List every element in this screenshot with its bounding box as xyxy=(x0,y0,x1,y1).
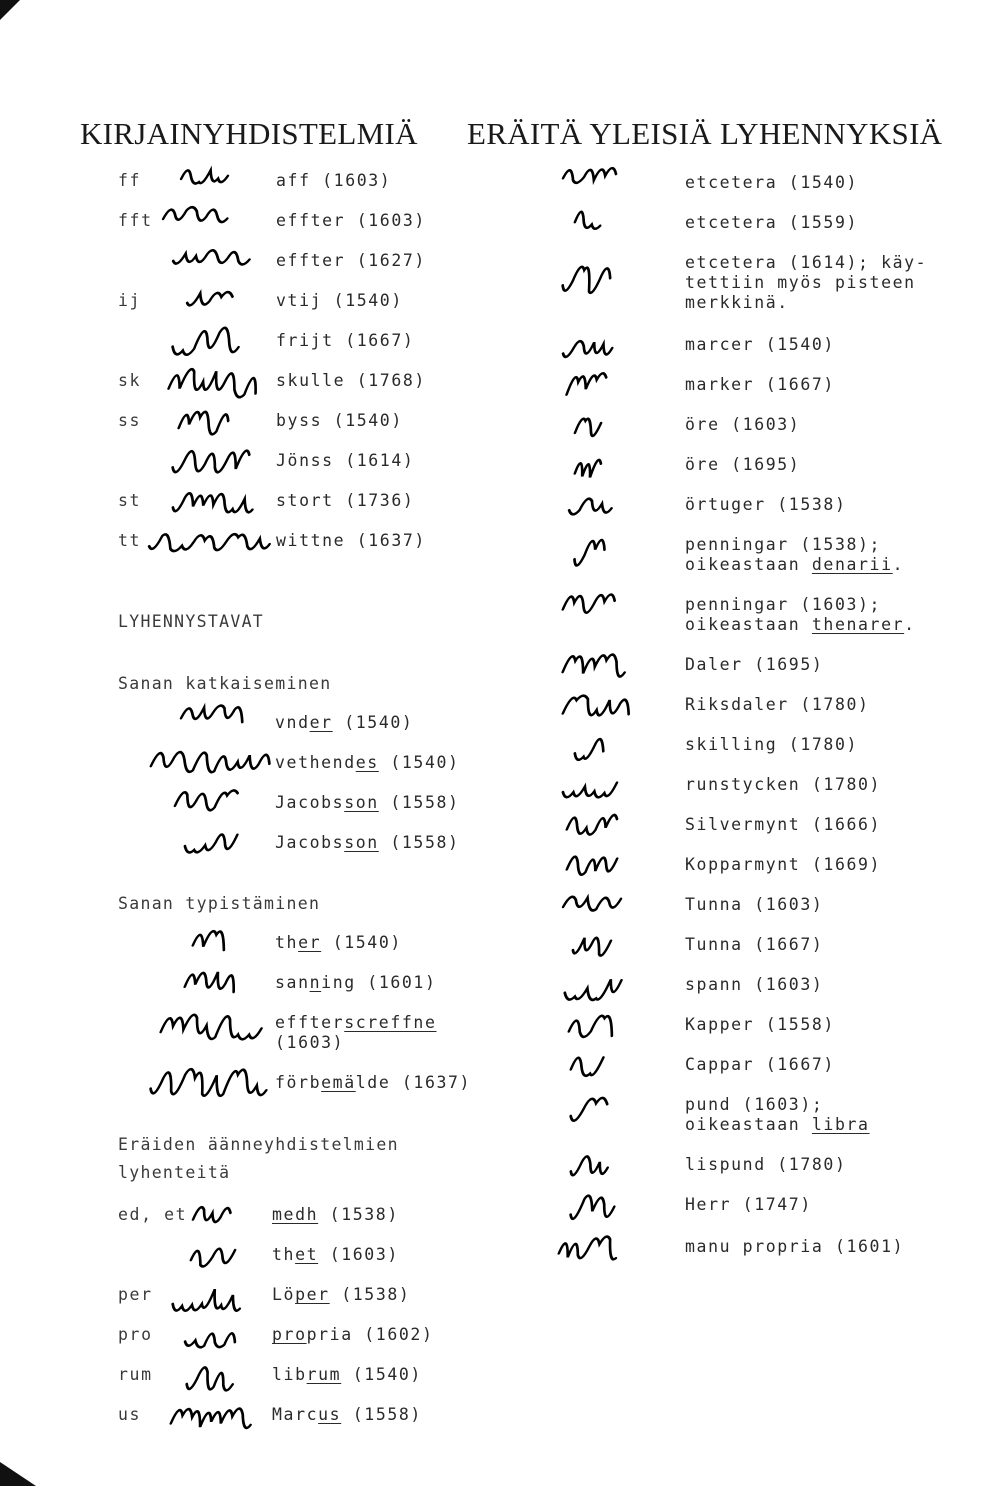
handwriting-stroke xyxy=(159,202,233,228)
handwriting-glyph xyxy=(189,1200,235,1230)
handwriting-glyph xyxy=(180,824,241,858)
entry-text-part: byss (1540) xyxy=(276,411,403,430)
entry-text xyxy=(276,531,426,551)
entry-text-part: lde (1637) xyxy=(355,1073,472,1092)
handwriting-path xyxy=(171,1289,244,1311)
handwriting-glyph xyxy=(562,846,622,882)
entry-text xyxy=(276,451,414,471)
handwriting-glyph xyxy=(177,162,233,188)
entry-text-part: aff (1603) xyxy=(276,171,392,190)
handwriting-glyph xyxy=(181,1322,241,1352)
entry-text-part: (1538) xyxy=(318,1205,399,1224)
letter-combination-label: ss xyxy=(118,411,142,430)
entry-text-part: effter (1603) xyxy=(276,211,426,230)
handwriting-glyph xyxy=(186,1238,239,1272)
handwriting-path xyxy=(574,212,604,229)
handwriting-stroke xyxy=(566,1090,613,1130)
handwriting-path xyxy=(562,594,616,612)
handwriting-path xyxy=(170,1409,254,1428)
handwriting-stroke xyxy=(168,484,260,520)
handwriting-glyph xyxy=(571,412,606,444)
handwriting-glyph xyxy=(566,1090,613,1130)
entry-text xyxy=(272,1365,422,1385)
entry-text-part: Silvermynt (1666) xyxy=(685,815,882,834)
handwriting-stroke xyxy=(570,450,606,486)
entry-text-part: pria (1602) xyxy=(306,1325,434,1344)
handwriting-path xyxy=(570,1156,610,1175)
entry-text-part: örtuger (1538) xyxy=(685,495,847,514)
entry-text-part: stort (1736) xyxy=(276,491,415,510)
underlined-letters: libra xyxy=(811,1115,870,1134)
handwriting-stroke xyxy=(166,1400,258,1436)
underlined-letters: pro xyxy=(272,1325,307,1344)
entry-text xyxy=(685,253,955,313)
entry-text xyxy=(685,415,955,435)
handwriting-glyph xyxy=(570,450,606,486)
handwriting-path xyxy=(561,267,613,293)
handwriting-stroke xyxy=(156,1006,269,1046)
entry-text xyxy=(276,291,403,311)
handwriting-stroke xyxy=(167,318,246,362)
entry-text xyxy=(685,213,955,233)
entry-text-part: lispund (1780) xyxy=(685,1155,847,1174)
entry-text-part: förb xyxy=(275,1073,322,1092)
entry-text xyxy=(685,535,955,575)
handwriting-path xyxy=(562,897,621,911)
letter-combination-label: fft xyxy=(118,211,153,230)
entry-text-part: öre (1695) xyxy=(685,455,801,474)
subsection-title: lyhenteitä xyxy=(118,1163,231,1182)
handwriting-glyph xyxy=(168,484,260,520)
heading-common-abbreviations: ERÄITÄ YLEISIÄ LYHENNYKSIÄ xyxy=(467,116,943,151)
handwriting-stroke xyxy=(163,360,264,404)
letter-combination-label: ij xyxy=(118,291,142,310)
handwriting-stroke xyxy=(189,1200,235,1230)
handwriting-glyph xyxy=(554,1230,624,1266)
handwriting-glyph xyxy=(559,334,617,364)
handwriting-stroke xyxy=(145,528,275,556)
entry-text xyxy=(685,455,955,475)
handwriting-glyph xyxy=(166,1400,258,1436)
handwriting-glyph xyxy=(145,1060,274,1104)
entry-text-part: pund (1603); oikeastaan xyxy=(685,1095,824,1134)
handwriting-path xyxy=(167,369,261,397)
handwriting-path xyxy=(171,328,243,355)
entry-text xyxy=(685,1195,955,1215)
underlined-letters: screffne xyxy=(344,1013,437,1032)
handwriting-glyph xyxy=(568,928,615,962)
entry-text-part: lib xyxy=(272,1365,307,1384)
handwriting-path xyxy=(187,292,234,305)
entry-text-part: (1540) xyxy=(321,933,402,952)
handwriting-path xyxy=(185,1367,236,1390)
entry-text-part: manu propria (1601) xyxy=(685,1237,905,1256)
handwriting-stroke xyxy=(554,1230,624,1266)
handwriting-stroke xyxy=(180,824,241,858)
entry-text xyxy=(685,173,955,193)
heading-letter-combinations: KIRJAINYHDISTELMIÄ xyxy=(80,116,418,151)
handwriting-glyph xyxy=(558,258,617,300)
entry-text xyxy=(685,895,955,915)
entry-text-part: Jönss (1614) xyxy=(276,451,415,470)
handwriting-stroke xyxy=(181,1322,241,1352)
handwriting-glyph xyxy=(561,366,610,410)
entry-text-part: effter xyxy=(275,1013,345,1032)
entry-text xyxy=(685,935,955,955)
underlined-letters: rum xyxy=(306,1365,342,1384)
entry-text xyxy=(275,793,460,813)
sound-group-label: ed, et xyxy=(118,1205,188,1224)
handwriting-stroke xyxy=(566,1148,614,1184)
handwriting-stroke xyxy=(177,700,249,728)
handwriting-glyph xyxy=(163,360,264,404)
handwriting-path xyxy=(184,1333,237,1347)
entry-text-part: (1558) xyxy=(378,833,460,852)
handwriting-stroke xyxy=(568,928,615,962)
handwriting-stroke xyxy=(558,690,636,726)
entry-text-part: Kopparmynt (1669) xyxy=(685,855,882,874)
handwriting-path xyxy=(172,250,251,264)
handwriting-glyph xyxy=(569,528,611,576)
handwriting-glyph xyxy=(558,690,636,726)
subsection-title: Eräiden äänneyhdistelmien xyxy=(118,1135,399,1154)
entry-text xyxy=(685,335,955,355)
underlined-letters: denarii xyxy=(811,555,893,574)
entry-text-part: Tunna (1667) xyxy=(685,935,824,954)
entry-text xyxy=(685,975,955,995)
entry-text xyxy=(685,1015,955,1035)
handwriting-path xyxy=(573,540,606,565)
handwriting-stroke xyxy=(558,258,617,300)
entry-text xyxy=(275,713,413,733)
underlined-letters: medh xyxy=(272,1205,319,1224)
entry-text-part: san xyxy=(275,973,310,992)
sound-group-label: rum xyxy=(118,1365,153,1384)
handwriting-stroke xyxy=(171,785,242,817)
handwriting-glyph xyxy=(183,286,237,312)
handwriting-path xyxy=(150,752,272,772)
entry-text-part: Tunna (1603) xyxy=(685,895,824,914)
sound-group-label: per xyxy=(118,1285,153,1304)
entry-text-part: ing (1601) xyxy=(321,973,437,992)
handwriting-stroke xyxy=(562,806,622,842)
entry-text-part: (1558) xyxy=(378,793,460,812)
section-title: LYHENNYSTAVAT xyxy=(118,612,265,631)
sound-group-label: pro xyxy=(118,1325,153,1344)
handwriting-path xyxy=(148,534,272,551)
entry-text xyxy=(275,973,437,993)
handwriting-glyph xyxy=(171,785,242,817)
handwriting-path xyxy=(567,373,608,394)
subsection-title: Sanan katkaiseminen xyxy=(118,674,332,693)
entry-text-part: öre (1603) xyxy=(685,415,801,434)
subsection-title: Sanan typistäminen xyxy=(118,894,321,913)
underlined-letters: es xyxy=(355,753,379,772)
handwriting-path xyxy=(570,1098,609,1121)
entry-text-part: (1603) xyxy=(275,1033,345,1052)
handwriting-glyph xyxy=(566,1148,614,1184)
handwriting-path xyxy=(562,696,632,716)
underlined-letters: son xyxy=(344,833,379,852)
letter-combination-label: sk xyxy=(118,371,142,390)
entry-text xyxy=(276,251,426,271)
entry-text-part: Cappar (1667) xyxy=(685,1055,835,1074)
handwriting-path xyxy=(570,1058,604,1076)
entry-text xyxy=(275,933,402,953)
entry-text-part: vnd xyxy=(275,713,310,732)
handwriting-stroke xyxy=(569,528,611,576)
handwriting-glyph xyxy=(570,730,610,766)
handwriting-path xyxy=(566,857,618,875)
handwriting-path xyxy=(562,783,617,798)
entry-text xyxy=(275,1013,436,1053)
entry-text-part: th xyxy=(275,933,299,952)
handwriting-path xyxy=(574,460,602,477)
underlined-letters: thenarer xyxy=(811,615,905,634)
handwriting-path xyxy=(562,168,617,183)
entry-text-part: marker (1667) xyxy=(685,375,835,394)
entry-text-part: vtij (1540) xyxy=(276,291,403,310)
handwriting-stroke xyxy=(180,962,242,1000)
entry-text xyxy=(685,1095,955,1135)
underlined-letters: emä xyxy=(321,1073,356,1092)
entry-text xyxy=(272,1205,399,1225)
underlined-letters: per xyxy=(295,1285,330,1304)
entry-text xyxy=(685,1155,955,1175)
entry-text-part: Daler (1695) xyxy=(685,655,824,674)
handwriting-glyph xyxy=(559,890,625,916)
handwriting-path xyxy=(563,979,621,1000)
handwriting-path xyxy=(558,1237,621,1260)
entry-text xyxy=(685,595,955,635)
handwriting-stroke xyxy=(188,922,232,958)
handwriting-stroke xyxy=(186,1238,239,1272)
entry-text xyxy=(685,1055,955,1075)
handwriting-glyph xyxy=(156,1006,269,1046)
handwriting-glyph xyxy=(177,700,249,728)
underlined-letters: son xyxy=(344,793,379,812)
entry-text-part: spann (1603) xyxy=(685,975,824,994)
handwriting-stroke xyxy=(558,646,633,686)
handwriting-glyph xyxy=(180,962,242,1000)
handwriting-path xyxy=(193,1207,232,1222)
handwriting-stroke xyxy=(565,492,617,520)
handwriting-path xyxy=(184,972,238,992)
entry-text xyxy=(685,375,955,395)
entry-text-part: (1603) xyxy=(318,1245,399,1264)
entry-text xyxy=(276,491,414,511)
entry-text-part: runstycken (1780) xyxy=(685,775,882,794)
handwriting-stroke xyxy=(558,586,620,622)
underlined-letters: er xyxy=(298,933,322,952)
entry-text xyxy=(276,211,426,231)
underlined-letters: er xyxy=(309,713,333,732)
handwriting-path xyxy=(159,1015,264,1040)
entry-text xyxy=(276,331,414,351)
handwriting-stroke xyxy=(570,730,610,766)
underlined-letters: n xyxy=(309,973,322,992)
handwriting-glyph xyxy=(182,1358,241,1398)
entry-text xyxy=(685,775,955,795)
handwriting-path xyxy=(177,412,230,434)
entry-text-part: etcetera (1614); käy- tettiin myös pisteen merkkinä. xyxy=(685,253,928,312)
handwriting-glyph xyxy=(558,646,633,686)
entry-text-part: vethend xyxy=(275,753,356,772)
entry-text-part: penningar (1603); oikeastaan xyxy=(685,595,882,634)
entry-text-part: Marc xyxy=(272,1405,319,1424)
handwriting-glyph xyxy=(565,1186,620,1230)
entry-text xyxy=(685,1237,955,1257)
handwriting-path xyxy=(190,1249,236,1267)
handwriting-glyph xyxy=(169,244,255,270)
entry-text-part: wittne (1637) xyxy=(276,531,426,550)
handwriting-stroke xyxy=(182,1358,241,1398)
handwriting-stroke xyxy=(174,402,235,442)
entry-text xyxy=(272,1245,399,1265)
entry-text-part: etcetera (1540) xyxy=(685,173,859,192)
sound-group-label: us xyxy=(118,1405,142,1424)
entry-text-part: Jacobs xyxy=(275,833,345,852)
entry-text-part: Jacobs xyxy=(275,793,345,812)
entry-text xyxy=(275,833,460,853)
handwriting-glyph xyxy=(558,770,621,804)
entry-text-part: (1540) xyxy=(378,753,460,772)
entry-text-part: th xyxy=(272,1245,296,1264)
handwriting-path xyxy=(562,655,629,677)
handwriting-stroke xyxy=(566,1046,608,1082)
entry-text xyxy=(685,855,955,875)
handwriting-glyph xyxy=(168,1278,249,1318)
handwriting-path xyxy=(172,451,251,473)
handwriting-glyph xyxy=(559,160,621,188)
handwriting-glyph xyxy=(565,492,617,520)
handwriting-path xyxy=(568,1016,616,1037)
entry-text-part: skulle (1768) xyxy=(276,371,426,390)
entry-text-part: frijt (1667) xyxy=(276,331,415,350)
handwriting-path xyxy=(574,419,602,436)
handwriting-stroke xyxy=(565,1186,620,1230)
entry-text-part: (1540) xyxy=(341,1365,422,1384)
letter-combination-label: tt xyxy=(118,531,142,550)
entry-text-part: skilling (1780) xyxy=(685,735,859,754)
entry-text xyxy=(275,753,460,773)
entry-text-part: Herr (1747) xyxy=(685,1195,812,1214)
entry-text xyxy=(276,371,426,391)
scan-corner-mark xyxy=(0,1462,36,1486)
entry-text-part: etcetera (1559) xyxy=(685,213,859,232)
handwriting-glyph xyxy=(188,922,232,958)
handwriting-stroke xyxy=(559,160,621,188)
entry-text xyxy=(272,1325,433,1345)
handwriting-path xyxy=(192,931,228,950)
handwriting-stroke xyxy=(562,846,622,882)
handwriting-path xyxy=(570,1196,617,1219)
letter-combination-label: ff xyxy=(118,171,142,190)
handwriting-glyph xyxy=(168,440,255,482)
entry-text xyxy=(685,815,955,835)
handwriting-stroke xyxy=(570,200,607,234)
handwriting-glyph xyxy=(174,402,235,442)
handwriting-stroke xyxy=(169,244,255,270)
handwriting-stroke xyxy=(571,412,606,444)
entry-text xyxy=(275,1073,471,1093)
entry-text-part: effter (1627) xyxy=(276,251,426,270)
handwriting-path xyxy=(568,499,613,515)
handwriting-stroke xyxy=(183,286,237,312)
entry-text-part: (1540) xyxy=(332,713,414,732)
handwriting-stroke xyxy=(168,440,255,482)
entry-text xyxy=(276,171,391,191)
handwriting-stroke xyxy=(561,366,610,410)
handwriting-path xyxy=(566,815,618,835)
handwriting-path xyxy=(172,493,256,512)
entry-text-part: (1538) xyxy=(329,1285,411,1304)
underlined-letters: us xyxy=(318,1405,342,1424)
handwriting-glyph xyxy=(566,1046,608,1082)
handwriting-path xyxy=(149,1069,271,1096)
entry-text xyxy=(685,655,955,675)
handwriting-path xyxy=(184,835,238,853)
letter-combination-label: st xyxy=(118,491,142,510)
entry-text xyxy=(272,1405,422,1425)
handwriting-stroke xyxy=(168,1278,249,1318)
entry-text xyxy=(685,695,955,715)
entry-text-part: . xyxy=(904,615,916,634)
handwriting-glyph xyxy=(570,200,607,234)
entry-text xyxy=(272,1285,410,1305)
handwriting-glyph xyxy=(564,1008,620,1044)
entry-text xyxy=(276,411,403,431)
handwriting-path xyxy=(572,938,612,956)
entry-text-part: Kapper (1558) xyxy=(685,1015,835,1034)
entry-text-part: Riksdaler (1780) xyxy=(685,695,870,714)
handwriting-glyph xyxy=(560,968,626,1006)
handwriting-glyph xyxy=(146,744,275,778)
handwriting-stroke xyxy=(559,334,617,364)
handwriting-glyph xyxy=(145,528,275,556)
handwriting-path xyxy=(573,739,605,760)
underlined-letters: et xyxy=(295,1245,319,1264)
handwriting-stroke xyxy=(564,1008,620,1044)
entry-text-part: . xyxy=(892,555,905,574)
handwriting-stroke xyxy=(145,1060,274,1104)
entry-text xyxy=(685,735,955,755)
scan-corner-mark xyxy=(0,0,20,20)
handwriting-path xyxy=(180,706,246,723)
entry-text-part: marcer (1540) xyxy=(685,335,835,354)
handwriting-path xyxy=(562,341,613,357)
handwriting-glyph xyxy=(159,202,233,228)
handwriting-stroke xyxy=(558,770,621,804)
handwriting-glyph xyxy=(562,806,622,842)
handwriting-stroke xyxy=(560,968,626,1006)
handwriting-glyph xyxy=(167,318,246,362)
handwriting-glyph xyxy=(558,586,620,622)
handwriting-stroke xyxy=(146,744,275,778)
entry-text-part: penningar (1538); oikeastaan xyxy=(685,535,882,574)
entry-text-part: (1558) xyxy=(341,1405,422,1424)
entry-text-part: Lö xyxy=(272,1285,296,1304)
handwriting-path xyxy=(163,207,230,222)
entry-text xyxy=(685,495,955,515)
handwriting-stroke xyxy=(177,162,233,188)
handwriting-stroke xyxy=(559,890,625,916)
handwriting-path xyxy=(180,170,229,183)
handwriting-path xyxy=(174,790,238,810)
